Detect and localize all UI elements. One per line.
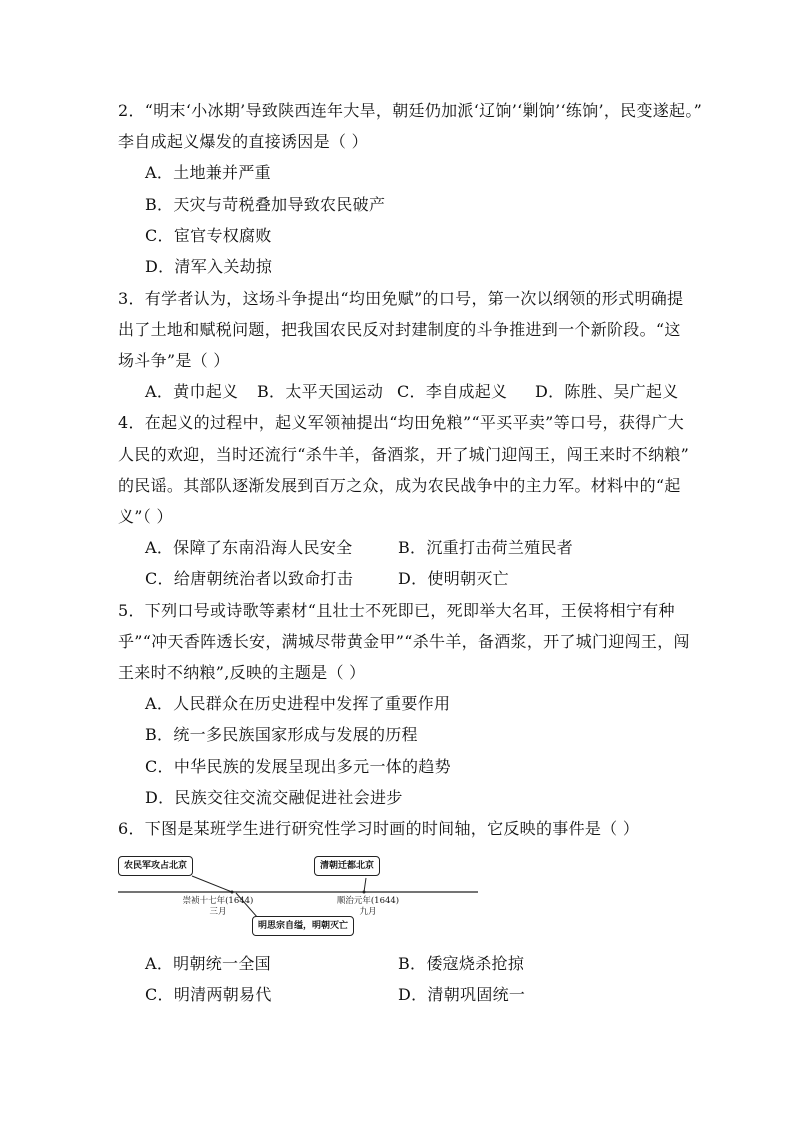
timeline-figure xyxy=(118,852,480,942)
timeline-marker-right xyxy=(363,891,366,894)
q3-stem-line1: 3．有学者认为，这场斗争提出“均田免赋”的口号，第一次以纲领的形式明确提 xyxy=(118,289,684,308)
callout-qing-moves-capital: 清朝迁都北京 xyxy=(314,856,380,876)
q6-option-b: B．倭寇烧杀抢掠 xyxy=(398,954,525,973)
q3-stem-line3: 场斗争”是（ ） xyxy=(118,351,230,370)
q4-stem-line1: 4．在起义的过程中，起义军领袖提出“均田免粮”“平买平卖”等口号，获得广大 xyxy=(118,413,684,432)
q2-stem-line1: 2．“明末‘小冰期’导致陕西连年大旱，朝廷仍加派‘辽饷’‘剿饷’‘练饷’，民变遂起。” xyxy=(118,101,703,120)
timeline-date-right-month: 九月 xyxy=(359,907,377,917)
q4-option-a: A．保障了东南沿海人民安全 xyxy=(145,538,353,557)
q3-stem-line2: 出了土地和赋税问题，把我国农民反对封建制度的斗争推进到一个新阶段。“这 xyxy=(118,320,681,339)
timeline-date-right-year: 顺治元年(1644) xyxy=(336,896,400,906)
q6-option-d: D．清朝巩固统一 xyxy=(398,985,526,1004)
q6-option-c: C．明清两朝易代 xyxy=(145,985,272,1004)
q5-option-a: A．人民群众在历史进程中发挥了重要作用 xyxy=(145,694,451,713)
callout-peasant-army-takes-beijing: 农民军攻占北京 xyxy=(118,856,193,876)
q6-option-a: A．明朝统一全国 xyxy=(145,954,271,973)
q2-option-b: B．天灾与苛税叠加导致农民破产 xyxy=(145,195,386,214)
q5-option-b: B．统一多民族国家形成与发展的历程 xyxy=(145,725,418,744)
callout-pointer-right xyxy=(364,878,366,892)
q3-option-d: D．陈胜、吴广起义 xyxy=(535,382,679,401)
q3-option-c: C．李自成起义 xyxy=(397,382,508,401)
q4-stem-line2: 人民的欢迎，当时还流行“杀牛羊，备酒浆，开了城门迎闯王，闯王来时不纳粮” xyxy=(118,445,690,464)
q5-stem-line2: 乎”“冲天香阵透长安，满城尽带黄金甲”“杀牛羊，备酒浆，开了城门迎闯王，闯 xyxy=(118,632,690,651)
q2-option-c: C．宦官专权腐败 xyxy=(145,226,272,245)
timeline-date-left-month: 三月 xyxy=(209,907,227,917)
q5-option-d: D．民族交往交流交融促进社会进步 xyxy=(145,788,403,807)
q5-option-c: C．中华民族的发展呈现出多元一体的趋势 xyxy=(145,757,451,776)
q3-option-b: B．太平天国运动 xyxy=(257,382,384,401)
q2-option-d: D．清军入关劫掠 xyxy=(145,257,273,276)
q4-option-d: D．使明朝灭亡 xyxy=(398,569,509,588)
q2-stem-line2: 李自成起义爆发的直接诱因是（ ） xyxy=(118,132,368,151)
timeline-date-left-year: 崇祯十七年(1644) xyxy=(182,896,254,906)
q4-stem-line3: 的民谣。其部队逐渐发展到百万之众，成为农民战争中的主力军。材料中的“起 xyxy=(118,476,681,495)
q2-option-a: A．土地兼并严重 xyxy=(145,163,271,182)
timeline-marker-left xyxy=(231,891,234,894)
q3-option-a: A．黄巾起义 xyxy=(145,382,239,401)
callout-ming-ends: 明思宗自缢，明朝灭亡 xyxy=(252,916,354,936)
q5-stem-line1: 5．下列口号或诗歌等素材“且壮士不死即已，死即举大名耳，王侯将相宁有种 xyxy=(118,601,675,620)
q4-option-c: C．给唐朝统治者以致命打击 xyxy=(145,569,354,588)
q4-option-b: B．沉重打击荷兰殖民者 xyxy=(398,538,574,557)
q5-stem-line3: 王来时不纳粮”,反映的主题是（ ） xyxy=(118,663,366,682)
callout-pointer-left xyxy=(192,876,232,892)
q4-stem-line4: 义”（ ） xyxy=(118,507,173,526)
q6-stem-line1: 6．下图是某班学生进行研究性学习时画的时间轴，它反映的事件是（ ） xyxy=(118,819,640,838)
